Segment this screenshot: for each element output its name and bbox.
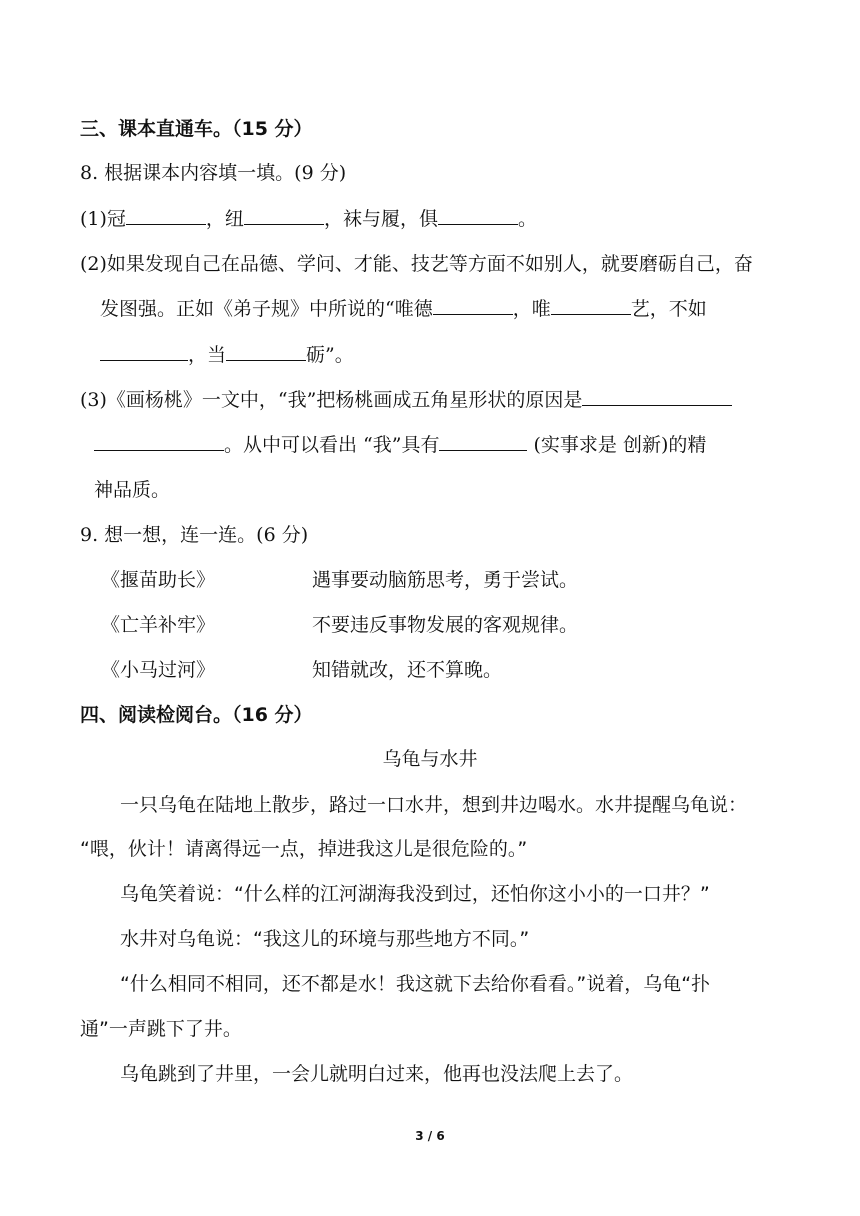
fill-blank[interactable] bbox=[433, 296, 513, 315]
q8-p1-d: 。 bbox=[517, 208, 537, 230]
q8-part2-line3 bbox=[100, 342, 354, 368]
q8-p3-l1: (3)《画杨桃》一文中，“我”把杨桃画成五角星形状的原因是 bbox=[80, 389, 583, 411]
page-number: 3 / 6 bbox=[415, 1129, 445, 1143]
fill-blank[interactable] bbox=[126, 206, 206, 225]
story-line-4: 水井对乌龟说：“我这儿的环境与那些地方不同。” bbox=[120, 928, 530, 950]
fill-blank[interactable] bbox=[226, 342, 306, 361]
q8-p2-l2b: ，唯 bbox=[512, 298, 551, 320]
story-title: 乌龟与水井 bbox=[382, 748, 478, 770]
section4-heading: 四、阅读检阅台。（16 分） bbox=[80, 704, 313, 726]
story-line-5: “什么相同不相同，还不都是水！我这就下去给你看看。”说着，乌龟“扑 bbox=[120, 973, 711, 995]
fill-blank[interactable] bbox=[551, 296, 631, 315]
q8-part3-line3: 神品质。 bbox=[94, 479, 171, 501]
q8-part3-line1 bbox=[80, 387, 732, 413]
q8-part2-line2 bbox=[100, 296, 707, 322]
q8-part3-line2 bbox=[94, 432, 706, 458]
story-line-3: 乌龟笑着说：“什么样的江河湖海我没到过，还怕你这小小的一口井？” bbox=[120, 883, 710, 905]
q8-p2-l3a: ，当 bbox=[188, 344, 227, 366]
q8-p3-l2a: 。从中可以看出 “我”具有 bbox=[224, 434, 440, 456]
match-right-1[interactable]: 遇事要动脑筋思考，勇于尝试。 bbox=[312, 569, 579, 591]
q8-p2-l2c: 艺，不如 bbox=[630, 298, 707, 320]
match-right-2[interactable]: 不要违反事物发展的客观规律。 bbox=[312, 614, 579, 636]
fill-blank[interactable] bbox=[244, 206, 324, 225]
q8-p1-c: ，袜与履，俱 bbox=[323, 208, 438, 230]
fill-blank[interactable] bbox=[438, 206, 518, 225]
match-left-2[interactable]: 《亡羊补牢》 bbox=[101, 614, 216, 636]
q8-p1-b: ，纽 bbox=[205, 208, 244, 230]
story-line-6: 通”一声跳下了井。 bbox=[80, 1018, 242, 1040]
q8-p2-l3b: 砺”。 bbox=[306, 344, 354, 366]
q8-part1 bbox=[80, 206, 537, 232]
q8-p3-l2b: (实事求是 创新)的精 bbox=[527, 434, 707, 456]
q8-p1-a: (1)冠 bbox=[80, 208, 126, 230]
match-left-1[interactable]: 《揠苗助长》 bbox=[101, 569, 216, 591]
fill-blank[interactable] bbox=[94, 432, 224, 451]
q8-part2-line1: (2)如果发现自己在品德、学问、才能、技艺等方面不如别人，就要磨砺自己，奋 bbox=[80, 253, 753, 275]
story-line-7: 乌龟跳到了井里，一会儿就明白过来，他再也没法爬上去了。 bbox=[120, 1063, 634, 1085]
q8-prompt: 8. 根据课本内容填一填。(9 分) bbox=[80, 162, 347, 184]
q8-p2-l2a: 发图强。正如《弟子规》中所说的“唯德 bbox=[100, 298, 433, 320]
story-line-1: 一只乌龟在陆地上散步，路过一口水井，想到井边喝水。水井提醒乌龟说： bbox=[120, 794, 748, 816]
story-line-2: “喂，伙计！请离得远一点，掉进我这儿是很危险的。” bbox=[80, 838, 528, 860]
fill-blank[interactable] bbox=[582, 387, 732, 406]
fill-blank[interactable] bbox=[439, 432, 527, 451]
fill-blank[interactable] bbox=[100, 342, 188, 361]
match-right-3[interactable]: 知错就改，还不算晚。 bbox=[312, 659, 503, 681]
section3-heading: 三、课本直通车。（15 分） bbox=[80, 118, 313, 140]
q9-prompt: 9. 想一想，连一连。(6 分) bbox=[80, 524, 309, 546]
match-left-3[interactable]: 《小马过河》 bbox=[101, 659, 216, 681]
